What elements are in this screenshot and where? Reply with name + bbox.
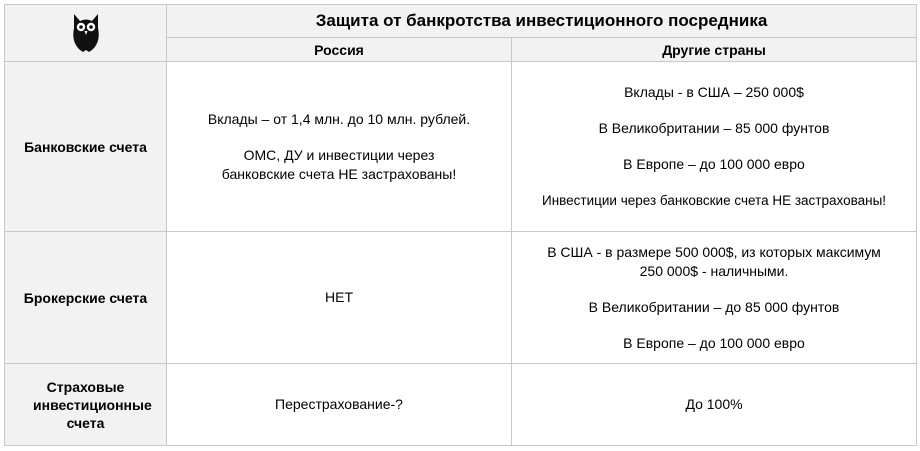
russia-cell — [167, 232, 512, 364]
cell-text: В США - в размере 500 000$, из которых максимум 250 000$ - наличными. — [547, 243, 881, 279]
row-label: Банковские счета — [5, 62, 167, 232]
cell-text: В Европе – до 100 000 евро — [623, 156, 805, 172]
russia-cell — [167, 364, 512, 446]
row-label: Брокерские счета — [5, 232, 167, 364]
column-header-russia: Россия — [167, 38, 512, 62]
cell-text: Инвестиции через банковские счета НЕ застрахованы! — [541, 193, 887, 208]
russia-cell — [167, 62, 512, 232]
cell-text: В Европе – до 100 000 евро — [623, 334, 805, 351]
table-row — [5, 232, 917, 364]
other-cell — [512, 62, 917, 232]
cell-text: В Великобритании – до 85 000 фунтов — [588, 298, 840, 315]
column-header-other: Другие страны — [512, 38, 917, 62]
owl-icon — [71, 12, 101, 54]
table-row — [5, 62, 917, 232]
cell-text: НЕТ — [325, 289, 353, 305]
cell-text: Вклады - в США – 250 000$ — [624, 84, 804, 100]
row-label: Страховые инвестиционные счета — [5, 364, 167, 446]
table-title: Защита от банкротства инвестиционного посредника — [167, 5, 917, 38]
comparison-table — [4, 4, 917, 446]
other-cell — [512, 364, 917, 446]
cell-text: До 100% — [685, 396, 743, 412]
title-row — [5, 5, 917, 38]
other-cell — [512, 232, 917, 364]
table-row — [5, 364, 917, 446]
logo-cell — [5, 5, 167, 62]
cell-text: Вклады – от 1,4 млн. до 10 млн. рублей. — [207, 110, 471, 127]
cell-text: Перестрахование-? — [275, 396, 403, 412]
cell-text: ОМС, ДУ и инвестиции через банковские счета НЕ застрахованы! — [221, 146, 457, 182]
cell-text: В Великобритании – 85 000 фунтов — [598, 120, 830, 136]
